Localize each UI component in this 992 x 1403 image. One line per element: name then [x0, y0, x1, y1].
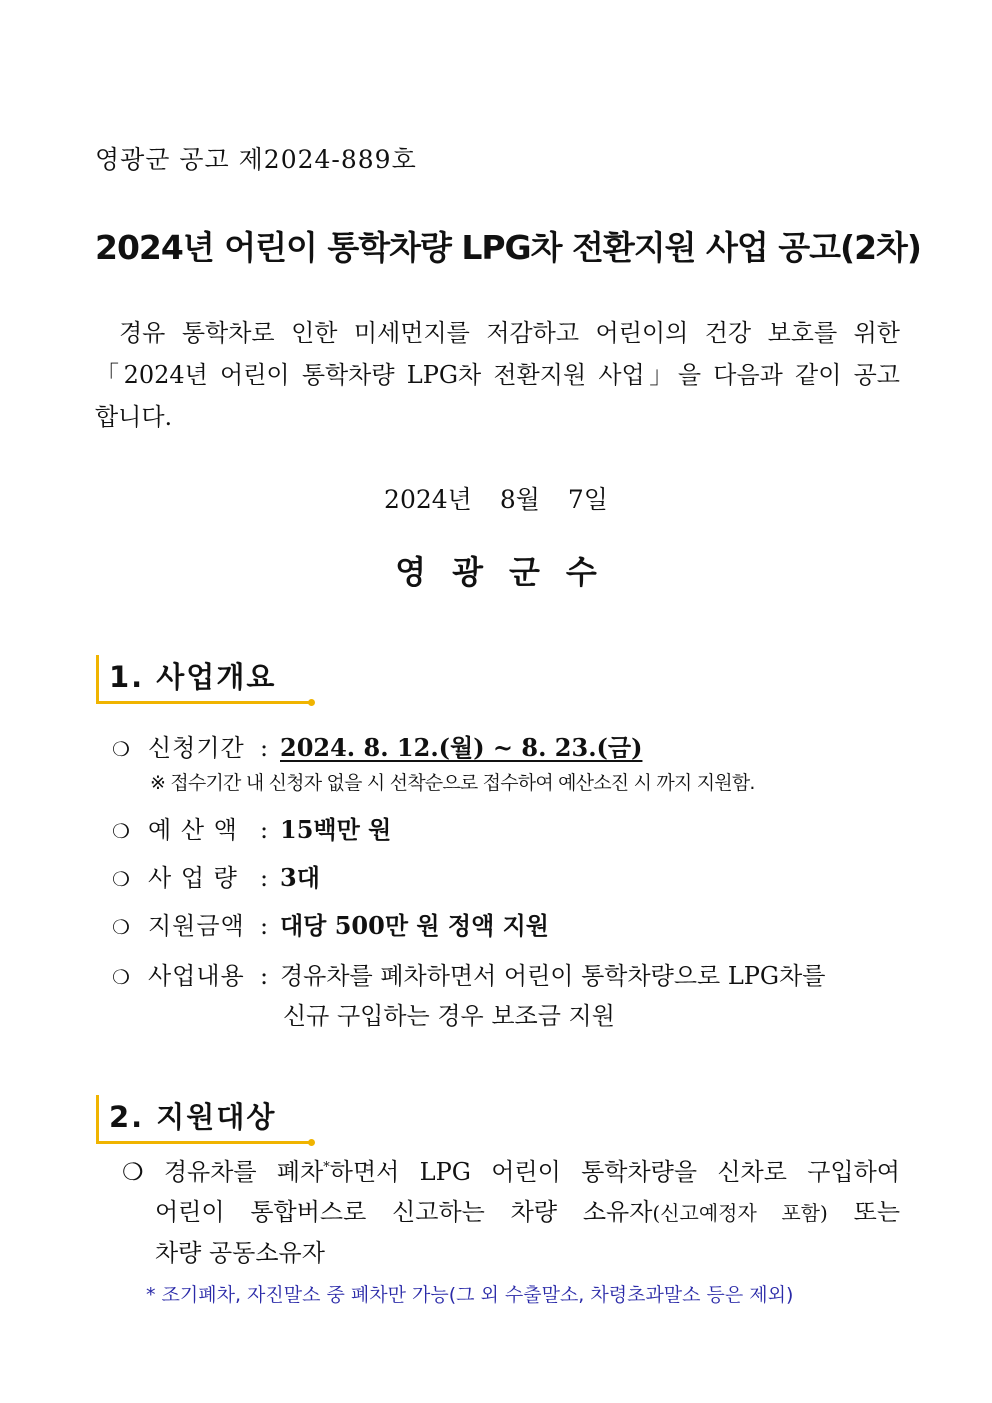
item-value: 경유차를 폐차하면서 어린이 통학차량으로 LPG차를 [280, 962, 826, 990]
item-value: 2024. 8. 12.(월) ~ 8. 23.(금) [280, 733, 643, 762]
date-month: 8월 [499, 485, 540, 514]
circle-bullet-icon: ❍ [112, 965, 130, 989]
eligibility-line-1 [122, 1152, 900, 1192]
notice-number: 영광군 공고 제2024-889호 [95, 145, 417, 174]
section-2-title: 2. 지원대상 [109, 1100, 277, 1134]
circle-bullet-icon: ❍ [112, 915, 130, 939]
section-1-heading [96, 655, 311, 704]
item-label: 사업내용 [148, 962, 245, 990]
eligibility-footnote: * 조기폐차, 자진말소 중 폐차만 가능(그 외 수출말소, 차령초과말소 등은 제외) [146, 1284, 794, 1306]
date-day: 7일 [567, 485, 608, 514]
circle-bullet-icon: ❍ [122, 1158, 144, 1186]
intro-line-2: 「2024년 어린이 통학차량 LPG차 전환지원 사업」을 다음과 같이 공고 [95, 361, 900, 389]
eligibility-text: 경유차를 폐차 [163, 1158, 324, 1186]
issuer-name: 영광군수 [395, 553, 623, 591]
intro-line-3: 합니다. [95, 403, 173, 431]
circle-bullet-icon: ❍ [112, 737, 130, 761]
item-support-amount [112, 906, 549, 941]
eligibility-parenthetical: (신고예정자 포함) [652, 1201, 828, 1225]
item-colon: : [260, 734, 269, 762]
business-content-continued: 신규 구입하는 경우 보조금 지원 [283, 1002, 615, 1030]
item-budget [112, 810, 391, 845]
eligibility-text: 또는 [827, 1198, 900, 1226]
item-colon: : [260, 962, 269, 990]
item-value: 3대 [280, 863, 320, 892]
item-label: 예 산 액 [148, 816, 238, 844]
eligibility-line-2 [122, 1192, 900, 1233]
announcement-date [0, 480, 992, 516]
section-1-title: 1. 사업개요 [109, 660, 277, 694]
item-label: 신청기간 [148, 734, 245, 762]
footnote-marker: * [323, 1160, 330, 1175]
eligibility-text: 하면서 LPG 어린이 통학차량을 신차로 구입하여 [329, 1158, 900, 1186]
item-value: 대당 500만 원 정액 지원 [280, 911, 549, 940]
eligibility-text: 어린이 통합버스로 신고하는 차량 소유자 [155, 1198, 653, 1226]
circle-bullet-icon: ❍ [112, 867, 130, 891]
item-label: 지원금액 [148, 912, 245, 940]
item-colon: : [260, 816, 269, 844]
application-note: ※ 접수기간 내 신청자 없을 시 선착순으로 접수하여 예산소진 시 까지 지원함. [150, 772, 755, 794]
intro-line-1: 경유 통학차로 인한 미세먼지를 저감하고 어린이의 건강 보호를 위한 [119, 319, 900, 347]
item-quantity [112, 858, 320, 893]
item-label: 사 업 량 [148, 864, 238, 892]
item-value: 15백만 원 [280, 815, 392, 844]
item-colon: : [260, 912, 269, 940]
document-title: 2024년 어린이 통학차량 LPG차 전환지원 사업 공고(2차) [95, 228, 922, 267]
circle-bullet-icon: ❍ [112, 819, 130, 843]
item-application-period [112, 728, 642, 763]
date-year: 2024년 [384, 485, 472, 514]
item-business-content [112, 956, 825, 991]
eligibility-line-3: 차량 공동소유자 [155, 1239, 325, 1267]
item-colon: : [260, 864, 269, 892]
eligibility-paragraph [122, 1152, 900, 1273]
section-2-heading [96, 1095, 311, 1144]
intro-paragraph [95, 312, 900, 438]
